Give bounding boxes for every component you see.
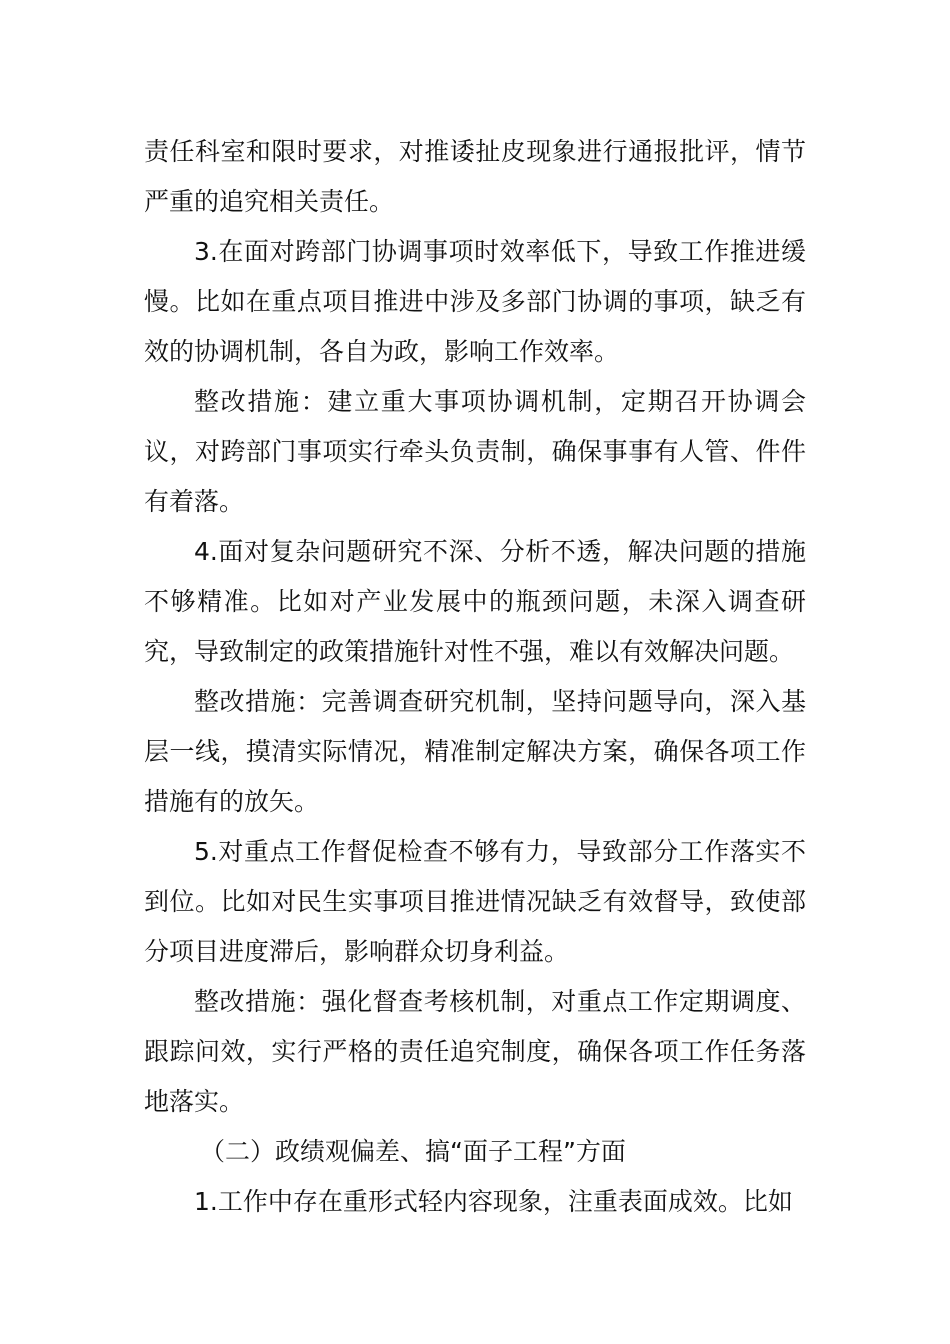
- paragraph-measure-4: 整改措施：完善调查研究机制，坚持问题导向，深入基层一线，摸清实际情况，精准制定解决方案，确保各项工作措施有的放矢。: [144, 687, 806, 816]
- paragraph-issue-3: 3.在面对跨部门协调事项时效率低下，导致工作推进缓慢。比如在重点项目推进中涉及多部门协调的事项，缺乏有效的协调机制，各自为政，影响工作效率。: [144, 237, 806, 366]
- paragraph-continuation: 责任科室和限时要求，对推诿扯皮现象进行通报批评，情节严重的追究相关责任。: [144, 137, 806, 216]
- paragraph-issue-1: 1.工作中存在重形式轻内容现象，注重表面成效。比如: [194, 1187, 793, 1216]
- paragraph-issue-4: 4.面对复杂问题研究不深、分析不透，解决问题的措施不够精准。比如对产业发展中的瓶颈问题，未深入调查研究，导致制定的政策措施针对性不强，难以有效解决问题。: [144, 537, 806, 666]
- document-body: [144, 127, 806, 1227]
- paragraph-measure-3: 整改措施：建立重大事项协调机制，定期召开协调会议，对跨部门事项实行牵头负责制，确保事事有人管、件件有着落。: [144, 387, 806, 516]
- section-heading: （二）政绩观偏差、搞“面子工程”方面: [200, 1137, 626, 1166]
- paragraph-measure-5: 整改措施：强化督查考核机制，对重点工作定期调度、跟踪问效，实行严格的责任追究制度，确保各项工作任务落地落实。: [144, 987, 806, 1116]
- paragraph-issue-5: 5.对重点工作督促检查不够有力，导致部分工作落实不到位。比如对民生实事项目推进情况缺乏有效督导，致使部分项目进度滞后，影响群众切身利益。: [144, 837, 806, 966]
